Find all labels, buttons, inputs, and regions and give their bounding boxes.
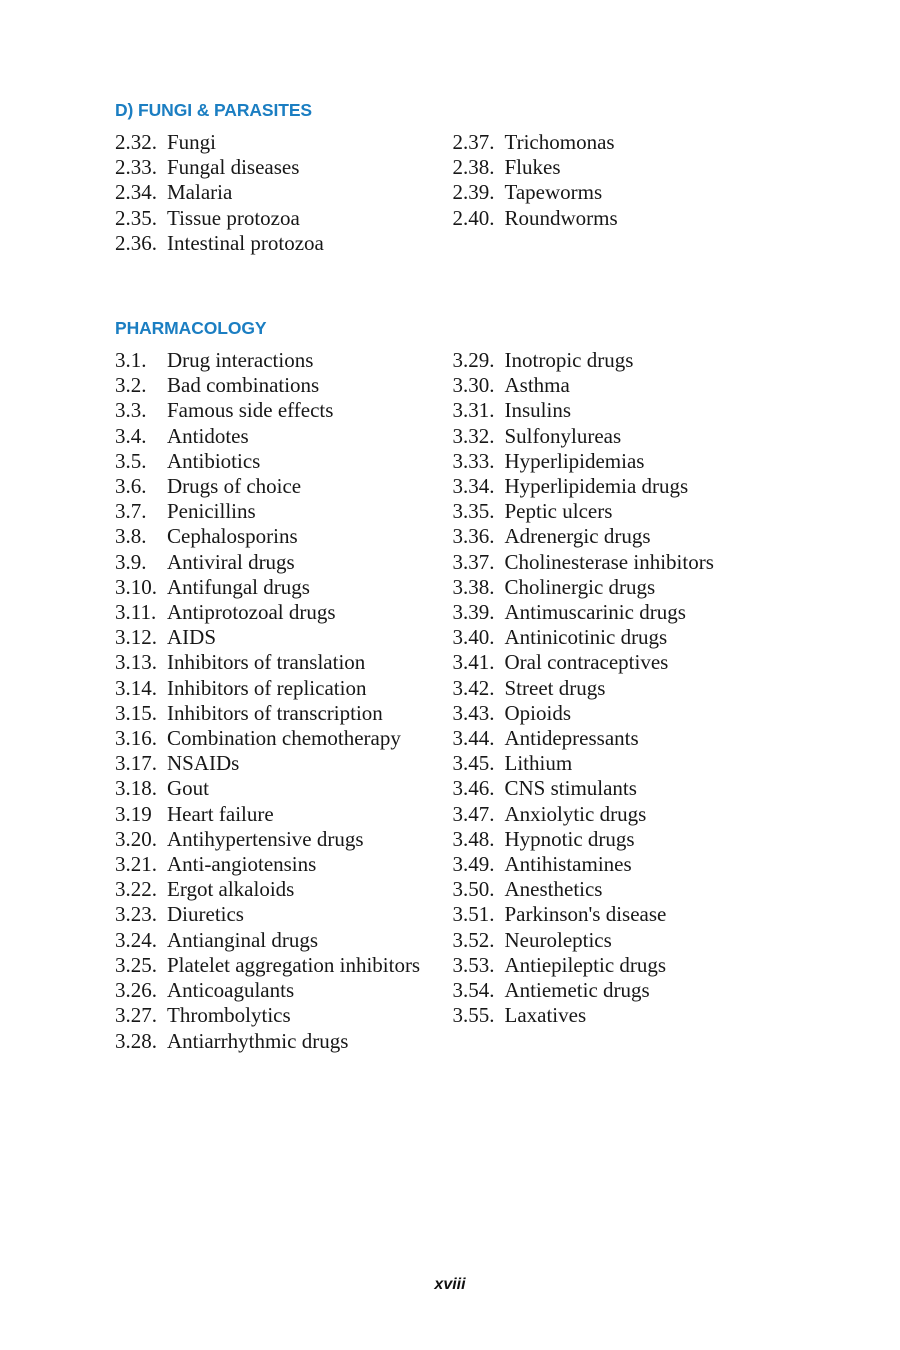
toc-entry[interactable] xyxy=(453,348,791,373)
entry-number: 3.20. xyxy=(115,826,157,851)
entry-number: 3.21. xyxy=(115,852,157,877)
toc-entry[interactable] xyxy=(115,348,453,373)
entry-title: Trichomonas xyxy=(504,130,615,154)
entry-number: 2.37. xyxy=(452,130,495,154)
toc-entry[interactable] xyxy=(453,776,791,801)
toc-entry[interactable] xyxy=(115,953,453,978)
entry-title: Famous side effects xyxy=(167,398,334,423)
entry-title: Asthma xyxy=(504,373,570,398)
section-fungi-parasites xyxy=(115,100,790,256)
toc-entry[interactable] xyxy=(115,474,453,499)
toc-entry[interactable] xyxy=(453,650,791,675)
toc-entry[interactable] xyxy=(115,877,453,902)
entry-number: 3.5. xyxy=(115,448,147,473)
toc-entry[interactable] xyxy=(115,524,453,549)
entry-title: Laxatives xyxy=(504,1003,587,1028)
entry-number: 2.40. xyxy=(452,205,495,230)
toc-entry[interactable] xyxy=(115,852,453,877)
toc-entry[interactable] xyxy=(453,1003,791,1028)
entry-number: 3.28. xyxy=(115,1028,157,1053)
entry-title: Anxiolytic drugs xyxy=(504,801,647,826)
toc-entry[interactable] xyxy=(453,180,791,205)
entry-title: Diuretics xyxy=(167,902,244,927)
toc-entry[interactable] xyxy=(115,676,453,701)
toc-entry[interactable] xyxy=(453,827,791,852)
entry-title: Roundworms xyxy=(504,205,618,230)
entry-title: Parkinson's disease xyxy=(504,902,667,927)
toc-entry[interactable] xyxy=(453,373,791,398)
entry-title: Anticoagulants xyxy=(167,978,295,1003)
toc-entry[interactable] xyxy=(115,449,453,474)
toc-entry[interactable] xyxy=(453,877,791,902)
entry-title: Fungal diseases xyxy=(167,155,300,180)
entry-number: 3.31. xyxy=(452,398,495,423)
toc-entry[interactable] xyxy=(115,1029,453,1054)
entry-number: 3.18. xyxy=(115,776,157,801)
entry-title: Cephalosporins xyxy=(167,524,298,549)
toc-entry[interactable] xyxy=(453,928,791,953)
column-left-pharmacology xyxy=(115,348,453,1054)
toc-entry[interactable] xyxy=(453,524,791,549)
toc-entry[interactable] xyxy=(453,550,791,575)
entry-number: 3.55. xyxy=(452,1003,495,1028)
entry-number: 3.6. xyxy=(115,474,147,499)
toc-entry[interactable] xyxy=(115,231,453,256)
entry-title: Drug interactions xyxy=(167,348,314,373)
toc-entry[interactable] xyxy=(115,600,453,625)
entry-title: Cholinergic drugs xyxy=(504,574,656,599)
entry-title: Antiemetic drugs xyxy=(504,978,650,1003)
entry-title: Intestinal protozoa xyxy=(167,230,324,255)
entry-number: 3.36. xyxy=(452,524,495,549)
entry-number: 3.32. xyxy=(452,423,495,448)
section-columns-pharmacology xyxy=(115,348,790,1054)
entry-number: 3.33. xyxy=(452,448,495,473)
entry-title: Antidepressants xyxy=(504,726,639,751)
entry-number: 3.8. xyxy=(115,524,147,549)
entry-title: Anesthetics xyxy=(504,877,603,902)
entry-number: 3.51. xyxy=(452,902,495,927)
toc-entry[interactable] xyxy=(115,180,453,205)
entry-number: 3.50. xyxy=(452,877,495,902)
toc-entry[interactable] xyxy=(453,953,791,978)
entry-title: Inhibitors of replication xyxy=(167,675,367,700)
entry-number: 2.34. xyxy=(115,180,157,205)
entry-number: 3.41. xyxy=(452,650,495,675)
entry-number: 3.34. xyxy=(452,474,495,499)
entry-number: 3.39. xyxy=(452,600,495,625)
toc-entry[interactable] xyxy=(115,575,453,600)
entry-title: Antihistamines xyxy=(504,852,632,877)
entry-number: 3.43. xyxy=(452,700,495,725)
entry-title: Fungi xyxy=(167,130,217,154)
entry-title: Thrombolytics xyxy=(167,1003,291,1028)
entry-number: 3.15. xyxy=(115,700,157,725)
entry-title: Insulins xyxy=(504,398,572,423)
toc-entry[interactable] xyxy=(453,575,791,600)
toc-entry[interactable] xyxy=(453,206,791,231)
entry-number: 3.53. xyxy=(452,952,495,977)
entry-title: Antiarrhythmic drugs xyxy=(167,1028,349,1053)
section-heading-fungi-parasites: D) FUNGI & PARASITES xyxy=(115,100,312,120)
toc-entry[interactable] xyxy=(453,726,791,751)
toc-entry[interactable] xyxy=(115,802,453,827)
toc-entry[interactable] xyxy=(115,625,453,650)
entry-number: 2.35. xyxy=(115,205,157,230)
entry-number: 3.2. xyxy=(115,373,147,398)
entry-number: 2.36. xyxy=(115,230,157,255)
toc-entry[interactable] xyxy=(115,155,453,180)
entry-title: Combination chemotherapy xyxy=(167,726,401,751)
entry-number: 3.16. xyxy=(115,726,157,751)
entry-title: Antimuscarinic drugs xyxy=(504,600,686,625)
entry-number: 3.12. xyxy=(115,625,157,650)
entry-title: Antibiotics xyxy=(167,448,261,473)
toc-entry[interactable] xyxy=(453,449,791,474)
toc-entry[interactable] xyxy=(115,928,453,953)
entry-title: NSAIDs xyxy=(167,751,240,776)
toc-entry[interactable] xyxy=(115,424,453,449)
entry-title: Antinicotinic drugs xyxy=(504,625,668,650)
entry-title: Antidotes xyxy=(167,423,249,448)
entry-title: Sulfonylureas xyxy=(504,423,622,448)
entry-title: Antifungal drugs xyxy=(167,574,310,599)
page-number: xviii xyxy=(434,1276,466,1293)
entry-title: Heart failure xyxy=(167,801,274,826)
entry-title: Antianginal drugs xyxy=(167,927,319,952)
entry-title: AIDS xyxy=(167,625,217,650)
entry-title: Street drugs xyxy=(504,675,606,700)
section-heading-pharmacology: PHARMACOLOGY xyxy=(115,318,267,339)
entry-number: 3.23. xyxy=(115,902,157,927)
entry-number: 3.40. xyxy=(452,625,495,650)
toc-entry[interactable] xyxy=(115,550,453,575)
entry-title: Adrenergic drugs xyxy=(504,524,651,549)
entry-title: Inhibitors of transcription xyxy=(167,700,383,725)
entry-title: Drugs of choice xyxy=(167,474,302,499)
toc-entry[interactable] xyxy=(115,398,453,423)
entry-title: Ergot alkaloids xyxy=(167,877,295,902)
entry-number: 3.54. xyxy=(452,978,495,1003)
entry-title: Inhibitors of translation xyxy=(167,650,366,675)
toc-entry[interactable] xyxy=(115,701,453,726)
entry-title: Lithium xyxy=(504,751,573,776)
entry-title: Antiviral drugs xyxy=(167,549,295,574)
toc-entry[interactable] xyxy=(453,751,791,776)
toc-entry[interactable] xyxy=(453,155,791,180)
entry-title: Antiepileptic drugs xyxy=(504,952,667,977)
toc-entry[interactable] xyxy=(115,1003,453,1028)
section-spacer xyxy=(115,256,790,318)
toc-entry[interactable] xyxy=(115,978,453,1003)
toc-entry[interactable] xyxy=(453,676,791,701)
entry-title: Antiprotozoal drugs xyxy=(167,600,336,625)
toc-entry[interactable] xyxy=(115,206,453,231)
entry-number: 3.48. xyxy=(452,826,495,851)
entry-number: 3.19 xyxy=(115,801,152,826)
entry-number: 2.32. xyxy=(115,130,157,154)
toc-entry[interactable] xyxy=(453,978,791,1003)
toc-entry[interactable] xyxy=(453,499,791,524)
toc-entry[interactable] xyxy=(453,474,791,499)
toc-entry[interactable] xyxy=(453,902,791,927)
entry-title: Hyperlipidemia drugs xyxy=(504,474,689,499)
entry-number: 3.10. xyxy=(115,574,157,599)
entry-number: 3.14. xyxy=(115,675,157,700)
entry-number: 3.46. xyxy=(452,776,495,801)
column-right-pharmacology xyxy=(453,348,791,1028)
entry-number: 3.52. xyxy=(452,927,495,952)
toc-entry[interactable] xyxy=(115,776,453,801)
entry-title: Peptic ulcers xyxy=(504,499,613,524)
toc-entry[interactable] xyxy=(453,600,791,625)
entry-number: 3.17. xyxy=(115,751,157,776)
entry-number: 3.45. xyxy=(452,751,495,776)
toc-entry[interactable] xyxy=(115,650,453,675)
entry-title: Hyperlipidemias xyxy=(504,448,645,473)
entry-number: 2.38. xyxy=(452,155,495,180)
section-pharmacology xyxy=(115,318,790,1054)
toc-entry[interactable] xyxy=(115,726,453,751)
entry-number: 3.11. xyxy=(115,600,157,625)
toc-entry[interactable] xyxy=(115,499,453,524)
entry-number: 3.4. xyxy=(115,423,147,448)
entry-title: CNS stimulants xyxy=(504,776,637,801)
entry-number: 3.3. xyxy=(115,398,147,423)
entry-title: Penicillins xyxy=(167,499,256,524)
entry-number: 3.24. xyxy=(115,927,157,952)
entry-number: 3.38. xyxy=(452,574,495,599)
entry-title: Malaria xyxy=(167,180,233,205)
column-right-fungi xyxy=(453,130,791,231)
entry-number: 3.44. xyxy=(452,726,495,751)
section-columns-fungi xyxy=(115,130,790,256)
entry-number: 3.35. xyxy=(452,499,495,524)
toc-entry[interactable] xyxy=(453,852,791,877)
entry-number: 2.33. xyxy=(115,155,157,180)
entry-number: 3.13. xyxy=(115,650,157,675)
toc-entry[interactable] xyxy=(115,751,453,776)
entry-number: 3.30. xyxy=(452,373,495,398)
toc-entry[interactable] xyxy=(453,424,791,449)
toc-entry[interactable] xyxy=(453,625,791,650)
entry-number: 2.39. xyxy=(452,180,495,205)
toc-entry[interactable] xyxy=(115,130,453,155)
entry-number: 3.25. xyxy=(115,952,157,977)
entry-number: 3.49. xyxy=(452,852,495,877)
toc-entry[interactable] xyxy=(453,701,791,726)
entry-title: Platelet aggregation inhibitors xyxy=(167,952,421,977)
entry-title: Cholinesterase inhibitors xyxy=(504,549,714,574)
entry-title: Tapeworms xyxy=(504,180,603,205)
entry-number: 3.27. xyxy=(115,1003,157,1028)
entry-title: Anti-angiotensins xyxy=(167,852,317,877)
entry-number: 3.1. xyxy=(115,348,147,373)
entry-number: 3.7. xyxy=(115,499,147,524)
entry-title: Hypnotic drugs xyxy=(504,826,635,851)
entry-title: Bad combinations xyxy=(167,373,320,398)
entry-number: 3.29. xyxy=(452,348,495,373)
entry-title: Inotropic drugs xyxy=(504,348,634,373)
column-left-fungi xyxy=(115,130,453,256)
entry-title: Antihypertensive drugs xyxy=(167,826,364,851)
entry-title: Gout xyxy=(167,776,209,801)
entry-number: 3.26. xyxy=(115,978,157,1003)
entry-number: 3.37. xyxy=(452,549,495,574)
entry-title: Flukes xyxy=(504,155,561,180)
toc-entry[interactable] xyxy=(115,902,453,927)
entry-number: 3.42. xyxy=(452,675,495,700)
toc-entry[interactable] xyxy=(115,373,453,398)
entry-number: 3.22. xyxy=(115,877,157,902)
toc-entry[interactable] xyxy=(453,130,791,155)
entry-number: 3.9. xyxy=(115,549,147,574)
entry-title: Neuroleptics xyxy=(504,927,612,952)
entry-title: Opioids xyxy=(504,700,572,725)
entry-number: 3.47. xyxy=(452,801,495,826)
toc-entry[interactable] xyxy=(453,802,791,827)
toc-entry[interactable] xyxy=(453,398,791,423)
toc-entry[interactable] xyxy=(115,827,453,852)
entry-title: Oral contraceptives xyxy=(504,650,669,675)
entry-title: Tissue protozoa xyxy=(167,205,300,230)
